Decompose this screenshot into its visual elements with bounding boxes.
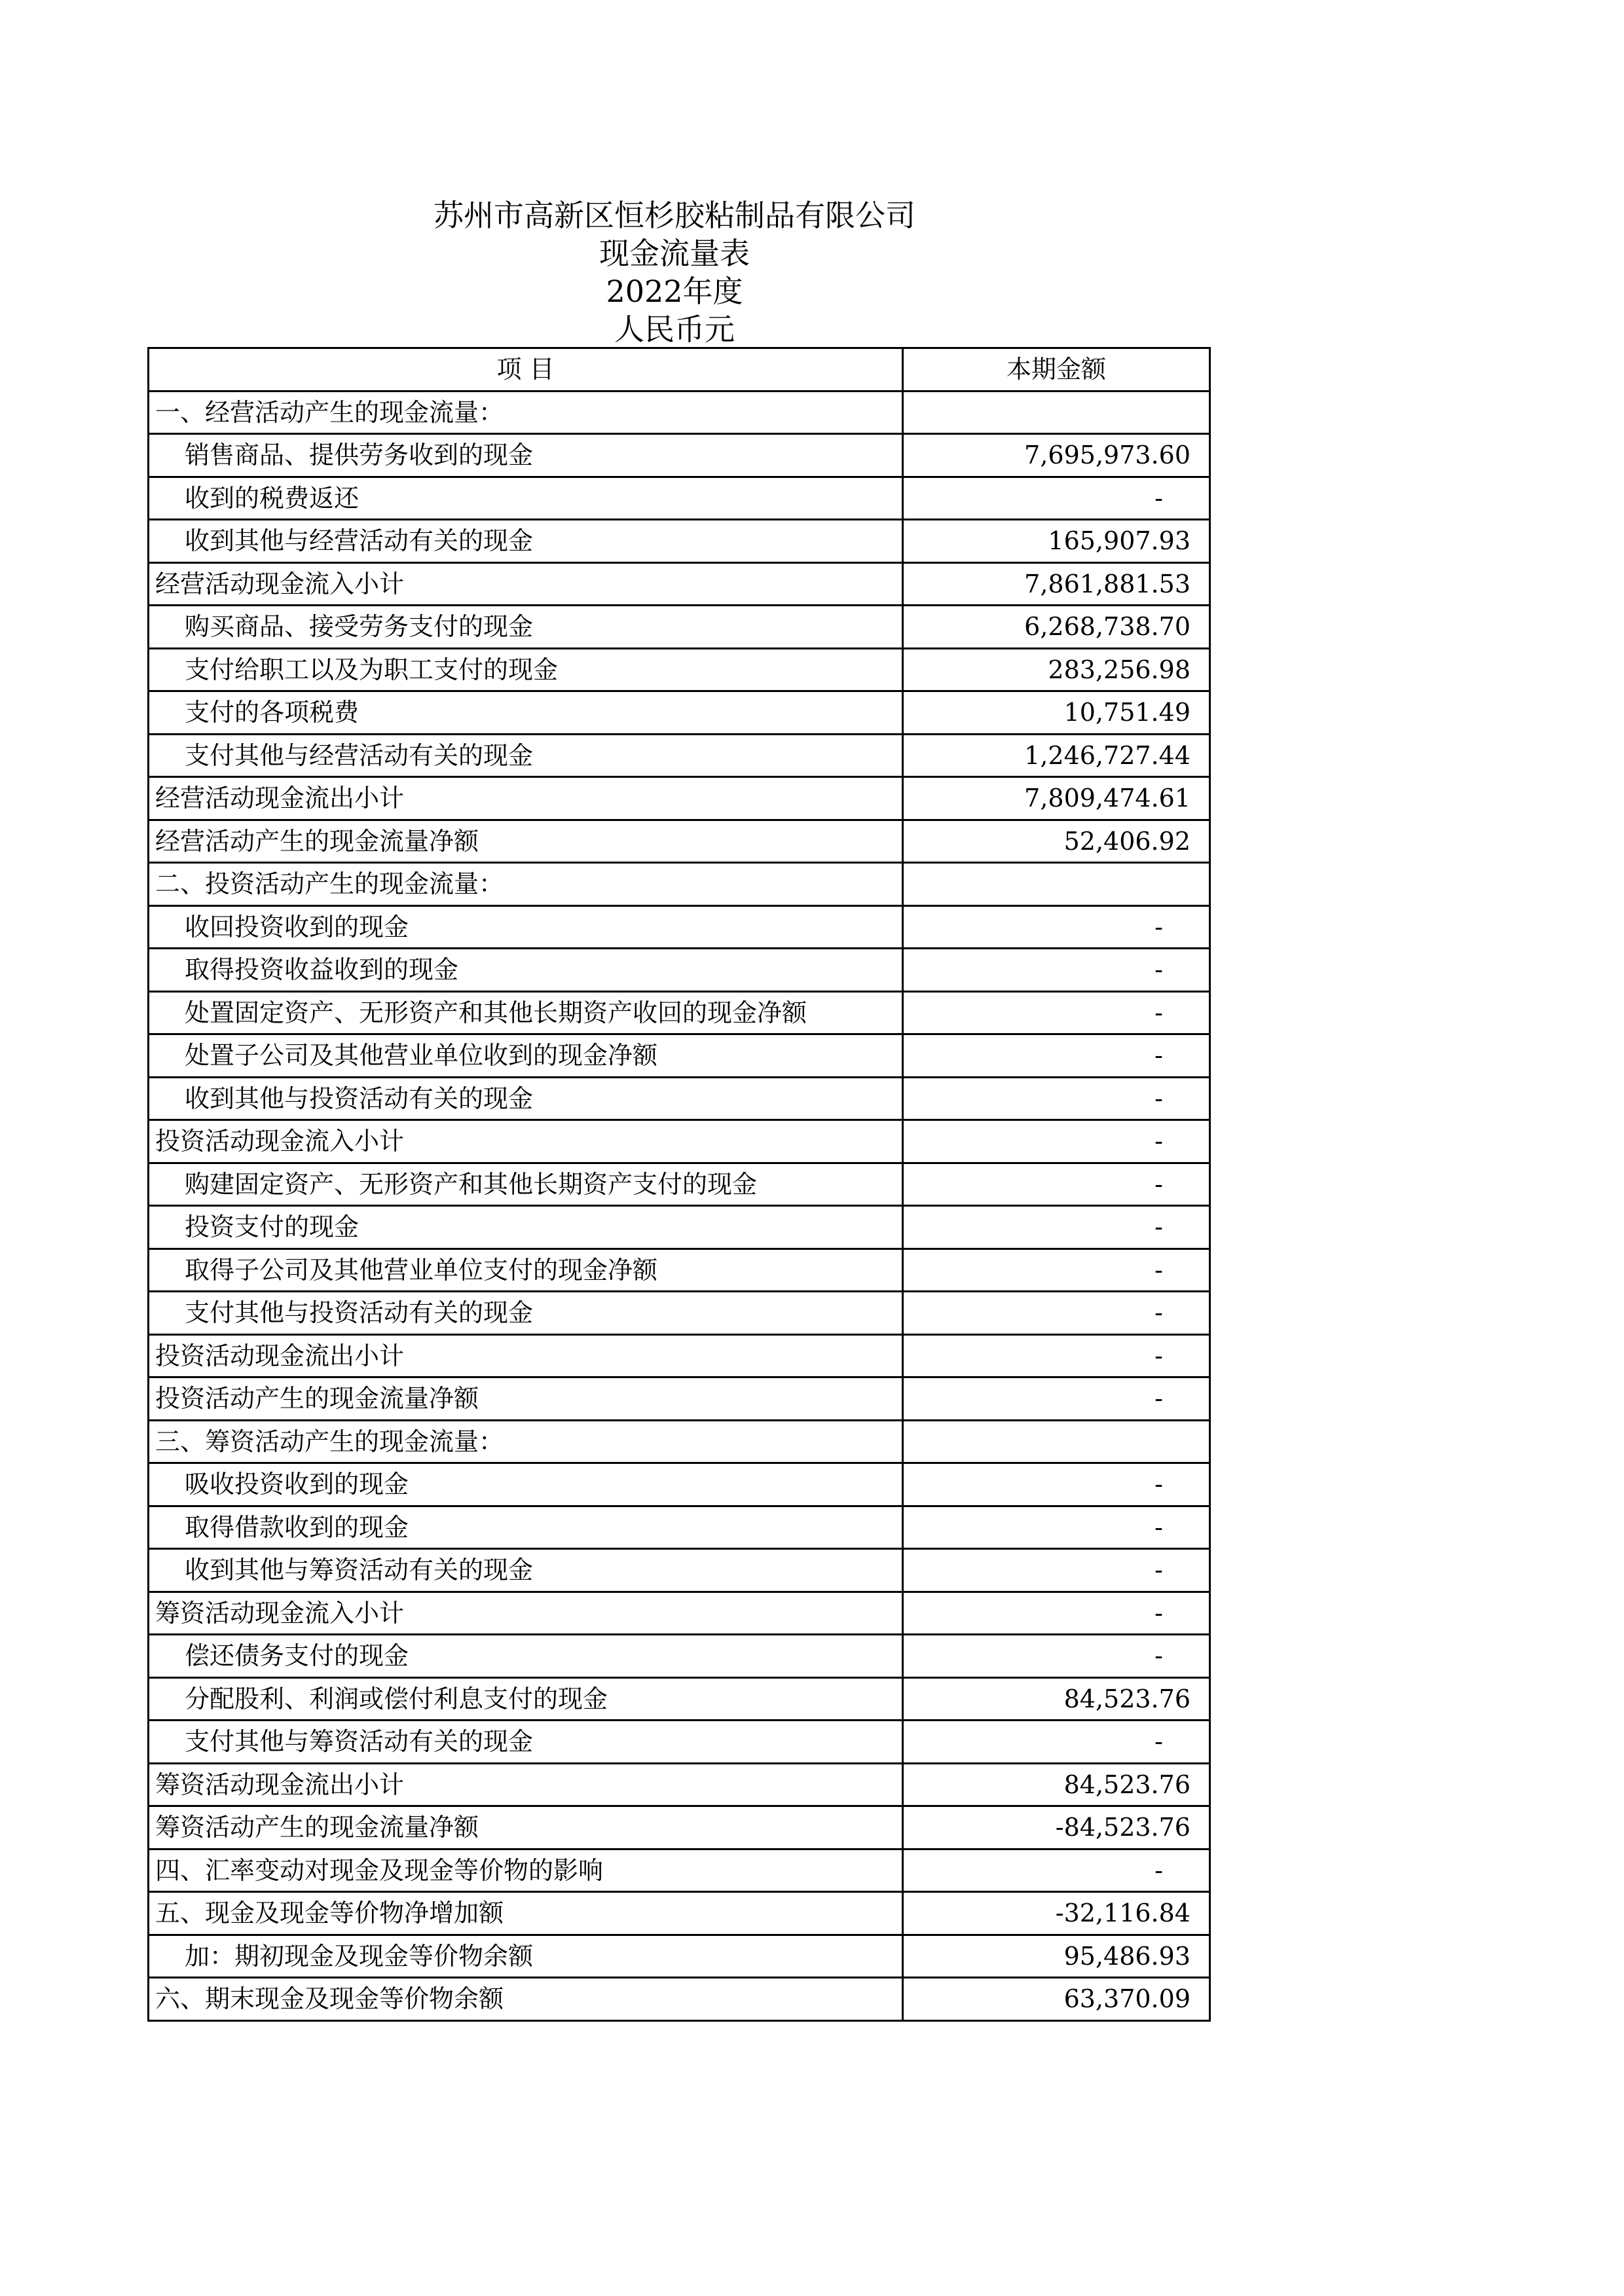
table-row — [149, 1763, 1210, 1806]
row-amount: - — [903, 1635, 1210, 1678]
row-label: 收到其他与筹资活动有关的现金 — [149, 1549, 903, 1592]
row-label: 二、投资活动产生的现金流量： — [149, 863, 903, 906]
row-label: 购建固定资产、无形资产和其他长期资产支付的现金 — [149, 1163, 903, 1206]
table-row — [149, 520, 1210, 563]
table-row — [149, 777, 1210, 820]
row-amount: 165,907.93 — [903, 520, 1210, 563]
row-amount: - — [903, 1206, 1210, 1249]
table-row — [149, 1077, 1210, 1120]
table-row — [149, 434, 1210, 477]
row-label: 支付其他与筹资活动有关的现金 — [149, 1721, 903, 1764]
row-label: 处置子公司及其他营业单位收到的现金净额 — [149, 1034, 903, 1078]
row-amount: - — [903, 991, 1210, 1034]
statement-period: 2022年度 — [606, 274, 743, 309]
row-label: 加：期初现金及现金等价物余额 — [149, 1935, 903, 1978]
row-label: 经营活动现金流入小计 — [149, 562, 903, 606]
table-row — [149, 562, 1210, 606]
row-label: 收回投资收到的现金 — [149, 905, 903, 949]
table-row — [149, 1292, 1210, 1335]
table-row — [149, 1549, 1210, 1592]
row-label: 处置固定资产、无形资产和其他长期资产收回的现金净额 — [149, 991, 903, 1034]
company-name: 苏州市高新区恒杉胶粘制品有限公司 — [434, 198, 915, 233]
row-amount: - — [903, 1163, 1210, 1206]
row-amount: - — [903, 1334, 1210, 1377]
table-row — [149, 1978, 1210, 2021]
table-row — [149, 991, 1210, 1034]
row-label: 收到的税费返还 — [149, 477, 903, 520]
table-row — [149, 1163, 1210, 1206]
row-amount: - — [903, 1292, 1210, 1335]
column-header-item: 项 目 — [149, 348, 903, 392]
row-label: 取得投资收益收到的现金 — [149, 949, 903, 992]
table-row — [149, 1506, 1210, 1549]
row-label: 支付其他与经营活动有关的现金 — [149, 734, 903, 777]
row-label: 投资活动产生的现金流量净额 — [149, 1377, 903, 1421]
table-row — [149, 606, 1210, 649]
row-label: 投资活动现金流入小计 — [149, 1120, 903, 1163]
table-row — [149, 1120, 1210, 1163]
row-amount: - — [903, 1248, 1210, 1292]
row-label: 一、经营活动产生的现金流量： — [149, 391, 903, 434]
row-amount: 52,406.92 — [903, 820, 1210, 863]
table-row — [149, 648, 1210, 691]
row-label: 支付给职工以及为职工支付的现金 — [149, 648, 903, 691]
table-row — [149, 691, 1210, 735]
row-amount: 10,751.49 — [903, 691, 1210, 735]
row-amount: - — [903, 477, 1210, 520]
row-label: 三、筹资活动产生的现金流量： — [149, 1420, 903, 1463]
table-row — [149, 1806, 1210, 1850]
row-label: 筹资活动现金流入小计 — [149, 1592, 903, 1635]
table-row — [149, 1034, 1210, 1078]
table-row — [149, 1935, 1210, 1978]
row-amount: 84,523.76 — [903, 1677, 1210, 1721]
table-body — [149, 391, 1210, 2020]
row-amount: - — [903, 1549, 1210, 1592]
cash-flow-table — [147, 347, 1211, 2022]
row-label: 筹资活动产生的现金流量净额 — [149, 1806, 903, 1850]
row-amount: 7,861,881.53 — [903, 562, 1210, 606]
row-label: 经营活动现金流出小计 — [149, 777, 903, 820]
table-row — [149, 820, 1210, 863]
column-header-amount: 本期金额 — [903, 348, 1210, 392]
row-label: 购买商品、接受劳务支付的现金 — [149, 606, 903, 649]
row-amount: 1,246,727.44 — [903, 734, 1210, 777]
row-amount: - — [903, 905, 1210, 949]
table-row — [149, 1635, 1210, 1678]
table-row — [149, 1248, 1210, 1292]
table-row — [149, 477, 1210, 520]
row-amount — [903, 391, 1210, 434]
table-row — [149, 1721, 1210, 1764]
row-amount: - — [903, 1463, 1210, 1506]
row-amount: 7,695,973.60 — [903, 434, 1210, 477]
row-label: 五、现金及现金等价物净增加额 — [149, 1892, 903, 1935]
row-label: 收到其他与投资活动有关的现金 — [149, 1077, 903, 1120]
row-amount: - — [903, 1506, 1210, 1549]
row-amount — [903, 1420, 1210, 1463]
statement-title: 现金流量表 — [599, 236, 750, 271]
row-amount: 84,523.76 — [903, 1763, 1210, 1806]
row-amount: - — [903, 1377, 1210, 1421]
row-label: 六、期末现金及现金等价物余额 — [149, 1978, 903, 2021]
table-row — [149, 1334, 1210, 1377]
row-label: 收到其他与经营活动有关的现金 — [149, 520, 903, 563]
table-row — [149, 863, 1210, 906]
row-amount: 95,486.93 — [903, 1935, 1210, 1978]
row-amount: 63,370.09 — [903, 1978, 1210, 2021]
currency-unit: 人民币元 — [614, 312, 735, 347]
table-row — [149, 1206, 1210, 1249]
row-label: 支付的各项税费 — [149, 691, 903, 735]
row-amount: -32,116.84 — [903, 1892, 1210, 1935]
row-amount: - — [903, 1120, 1210, 1163]
row-amount: - — [903, 1849, 1210, 1892]
row-label: 取得借款收到的现金 — [149, 1506, 903, 1549]
row-amount: 283,256.98 — [903, 648, 1210, 691]
table-row — [149, 1892, 1210, 1935]
table-row — [149, 1377, 1210, 1421]
row-amount: -84,523.76 — [903, 1806, 1210, 1850]
row-amount: - — [903, 1077, 1210, 1120]
table-row — [149, 905, 1210, 949]
row-label: 销售商品、提供劳务收到的现金 — [149, 434, 903, 477]
row-label: 投资支付的现金 — [149, 1206, 903, 1249]
row-amount: 6,268,738.70 — [903, 606, 1210, 649]
row-label: 吸收投资收到的现金 — [149, 1463, 903, 1506]
row-label: 投资活动现金流出小计 — [149, 1334, 903, 1377]
row-label: 经营活动产生的现金流量净额 — [149, 820, 903, 863]
row-amount: - — [903, 949, 1210, 992]
row-label: 筹资活动现金流出小计 — [149, 1763, 903, 1806]
row-label: 支付其他与投资活动有关的现金 — [149, 1292, 903, 1335]
row-label: 偿还债务支付的现金 — [149, 1635, 903, 1678]
row-amount: - — [903, 1592, 1210, 1635]
row-label: 四、汇率变动对现金及现金等价物的影响 — [149, 1849, 903, 1892]
table-row — [149, 949, 1210, 992]
row-label: 取得子公司及其他营业单位支付的现金净额 — [149, 1248, 903, 1292]
table-row — [149, 1677, 1210, 1721]
table-header-row — [149, 348, 1210, 392]
row-amount — [903, 863, 1210, 906]
table-row — [149, 1420, 1210, 1463]
table-row — [149, 1463, 1210, 1506]
row-label: 分配股利、利润或偿付利息支付的现金 — [149, 1677, 903, 1721]
table-row — [149, 1592, 1210, 1635]
row-amount: 7,809,474.61 — [903, 777, 1210, 820]
table-row — [149, 391, 1210, 434]
row-amount: - — [903, 1034, 1210, 1078]
table-row — [149, 734, 1210, 777]
table-row — [149, 1849, 1210, 1892]
row-amount: - — [903, 1721, 1210, 1764]
